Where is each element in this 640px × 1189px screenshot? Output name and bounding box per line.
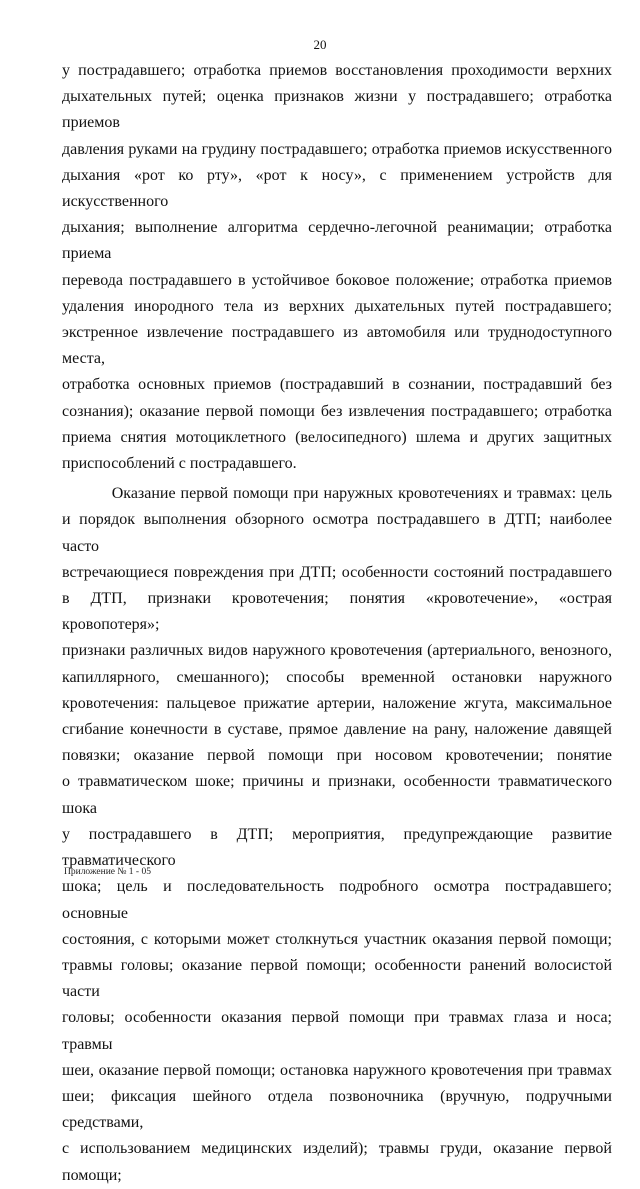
text-line: дыхательных путей; оценка признаков жизни у пострадавшего; отработка приемов [62, 88, 612, 132]
text-line: и порядок выполнения обзорного осмотра пострадавшего в ДТП; наиболее часто [62, 511, 612, 555]
text-line: приспособлений с пострадавшего. [62, 455, 297, 473]
text-line: шеи, оказание первой помощи; остановка наружного кровотечения при травмах [62, 1061, 612, 1079]
text-line: перевода пострадавшего в устойчивое боковое положение; отработка приемов [62, 271, 612, 289]
text-line: сознания); оказание первой помощи без извлечения пострадавшего; отработка [62, 402, 612, 420]
text-line: экстренное извлечение пострадавшего из автомобиля или труднодоступного места, [62, 324, 612, 368]
paragraph-2 [62, 481, 612, 1188]
text-line: головы; особенности оказания первой помощи при травмах глаза и носа; травмы [62, 1009, 612, 1053]
page-number: 20 [313, 37, 327, 52]
text-line: у пострадавшего в ДТП; мероприятия, предупреждающие развитие травматического [62, 825, 612, 870]
text-line: дыхания «рот ко рту», «рот к носу», с применением устройств для искусственного [62, 166, 612, 211]
text-line: в ДТП, признаки кровотечения; понятия «кровотечение», «острая кровопотеря»; [62, 590, 612, 634]
text-line: дыхания; выполнение алгоритма сердечно-легочной реанимации; отработка приема [62, 219, 612, 263]
paragraph-1 [62, 58, 612, 477]
text-line: Оказание первой помощи при наружных кровотечениях и травмах: цель [62, 485, 612, 503]
text-line: шеи; фиксация шейного отдела позвоночника (вручную, подручными средствами, [62, 1087, 612, 1132]
text-line: давления руками на грудину пострадавшего; отработка приемов искусственного [62, 140, 612, 158]
text-line: шока; цель и последовательность подробного осмотра пострадавшего; основные [62, 878, 612, 922]
text-line: состояния, с которыми может столкнуться участник оказания первой помощи; [62, 930, 612, 948]
text-line: у пострадавшего; отработка приемов восстановления проходимости верхних [62, 62, 612, 79]
text-line: повязки; оказание первой помощи при носовом кровотечении; понятие [62, 747, 612, 765]
text-line: удаления инородного тела из верхних дыхательных путей пострадавшего; [62, 297, 612, 315]
text-line: приема снятия мотоциклетного (велосипедного) шлема и других защитных [62, 428, 612, 446]
text-line: сгибание конечности в суставе, прямое давление на рану, наложение давящей [62, 721, 612, 739]
text-line: о травматическом шоке; причины и признаки, особенности травматического шока [62, 773, 612, 817]
text-line: кровотечения: пальцевое прижатие артерии, наложение жгута, максимальное [62, 694, 612, 712]
text-line: встречающиеся повреждения при ДТП; особенности состояний пострадавшего [62, 563, 612, 581]
text-line: признаки различных видов наружного кровотечения (артериального, венозного, [62, 642, 612, 660]
text-line: травмы головы; оказание первой помощи; особенности ранений волосистой части [62, 956, 612, 1001]
footer-annex-label: Приложение № 1 - 05 [64, 867, 151, 877]
text-line: капиллярного, смешанного); способы временной остановки наружного [62, 668, 612, 686]
text-line: с использованием медицинских изделий); травмы груди, оказание первой помощи; [62, 1140, 612, 1184]
document-body [62, 58, 612, 1189]
text-line: отработка основных приемов (пострадавший в сознании, пострадавший без [62, 376, 612, 394]
